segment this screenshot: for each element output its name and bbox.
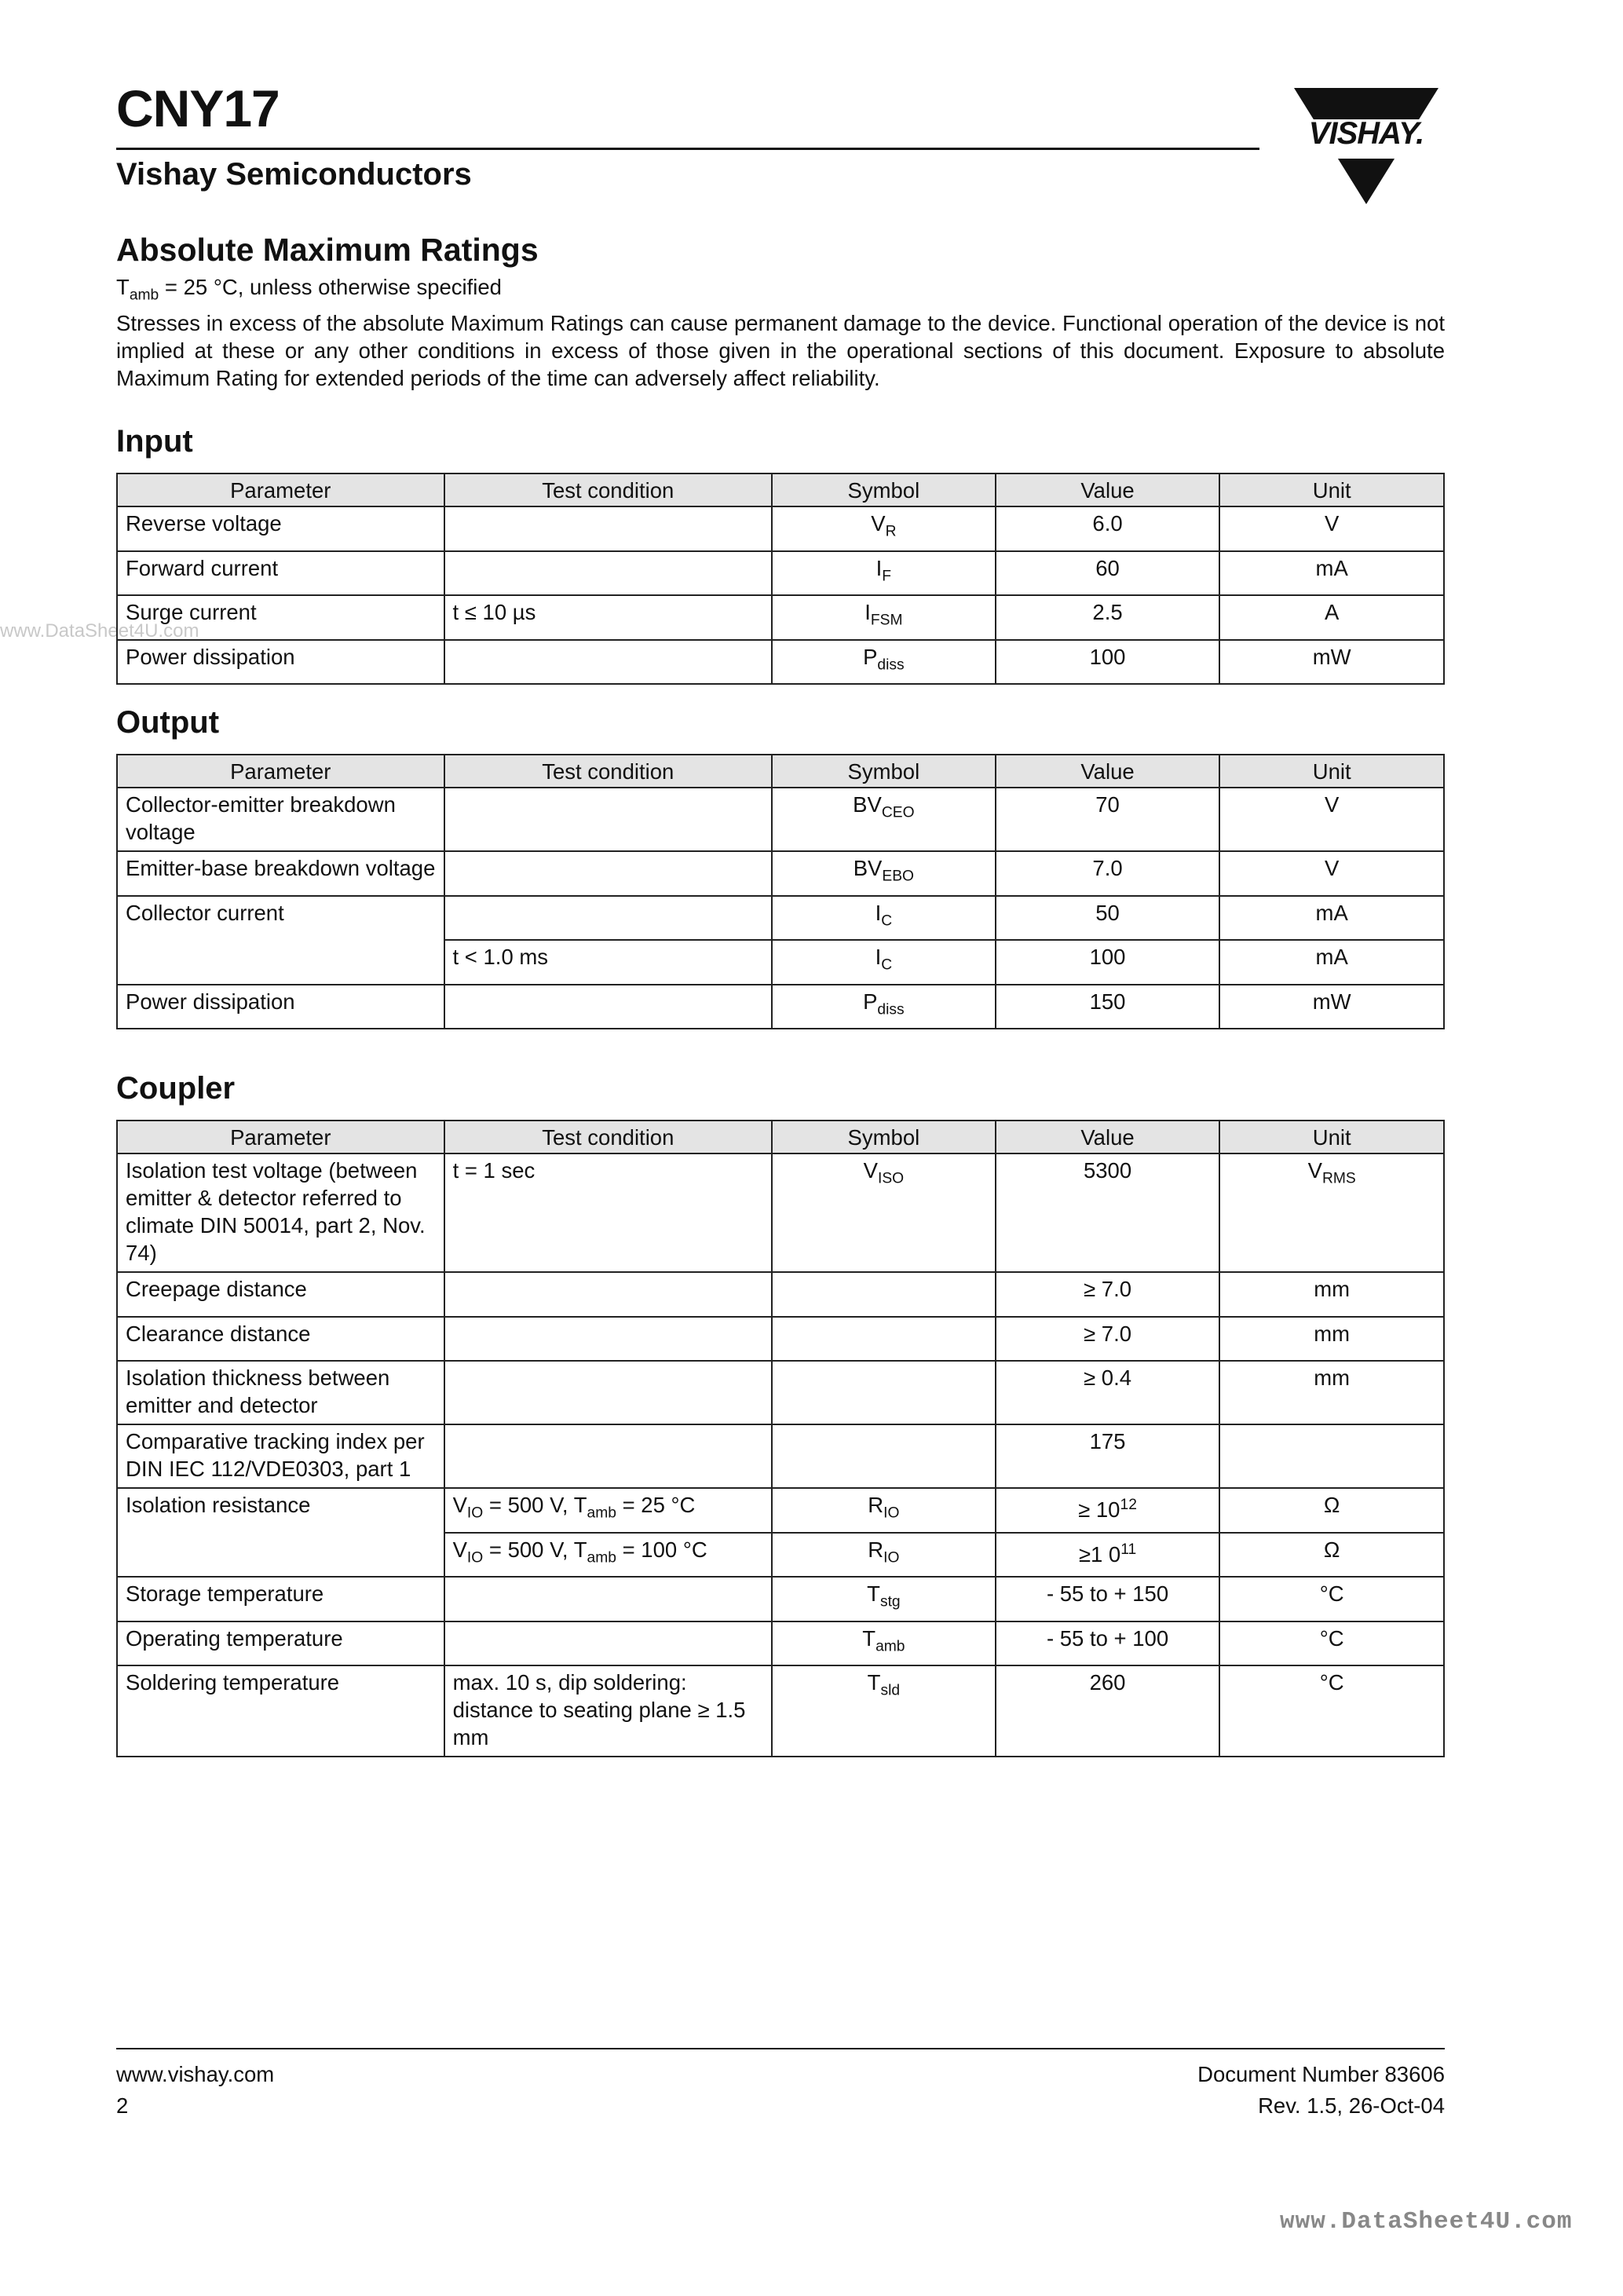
section-description: Stresses in excess of the absolute Maximum Ratings can cause permanent damage to the device. Functional operation of the device is not implied at these or any other conditions in excess of those given in the operational sections of this document. Exposure to absolute Maximum Rating for extended periods of the time can adversely affect reliability. xyxy=(116,310,1445,390)
unit-cell: mA xyxy=(1219,896,1444,941)
symbol-cell xyxy=(772,1317,996,1362)
symbol-cell: $V_R$ xyxy=(772,506,996,551)
table-row xyxy=(117,1621,1444,1666)
symbol-cell: $P_{diss}$ xyxy=(772,985,996,1029)
value-cell: - 55 to + 150 xyxy=(996,1577,1220,1621)
part-number-title: CNY17 xyxy=(116,79,280,137)
value-cell: 150 xyxy=(996,985,1220,1029)
unit-cell: mA xyxy=(1219,940,1444,985)
unit-cell: A xyxy=(1219,595,1444,640)
symbol-cell: $T_{amb}$ xyxy=(772,1621,996,1666)
parameter-cell: Isolation test voltage (between emitter & detector referred to climate DIN 50014, part 2, Nov. 74) xyxy=(117,1153,444,1272)
parameter-cell: Collector current xyxy=(117,896,444,985)
table-row xyxy=(117,896,1444,941)
company-subtitle: Vishay Semiconductors xyxy=(116,157,472,192)
value-cell: 70 xyxy=(996,788,1220,851)
header-parameter: Parameter xyxy=(117,1121,444,1153)
symbol-cell: $T_{sld}$ xyxy=(772,1665,996,1757)
value-cell: ≥ 7.0 xyxy=(996,1317,1220,1362)
condition-cell xyxy=(444,1621,772,1666)
header-value: Value xyxy=(996,1121,1220,1153)
condition-cell xyxy=(444,896,772,941)
unit-cell: mW xyxy=(1219,985,1444,1029)
table-row xyxy=(117,506,1444,551)
parameter-cell: Comparative tracking index per DIN IEC 112/VDE0303, part 1 xyxy=(117,1424,444,1488)
table-row xyxy=(117,551,1444,596)
condition-cell: t < 1.0 ms xyxy=(444,940,772,985)
condition-cell: t ≤ 10 µs xyxy=(444,595,772,640)
condition-cell: t = 1 sec xyxy=(444,1153,772,1272)
parameter-cell: Reverse voltage xyxy=(117,506,444,551)
unit-cell: mW xyxy=(1219,640,1444,685)
condition-cell xyxy=(444,1361,772,1424)
parameter-cell: Emitter-base breakdown voltage xyxy=(117,851,444,896)
table-row xyxy=(117,985,1444,1029)
unit-cell: mm xyxy=(1219,1317,1444,1362)
unit-cell: Ω xyxy=(1219,1488,1444,1533)
parameter-cell: Surge current xyxy=(117,595,444,640)
value-cell: ≥ 7.0 xyxy=(996,1272,1220,1317)
value-cell: ≥ 0.4 xyxy=(996,1361,1220,1424)
condition-cell: max. 10 s, dip soldering: distance to seating plane ≥ 1.5 mm xyxy=(444,1665,772,1757)
symbol-cell: $I_C$ xyxy=(772,896,996,941)
symbol-cell: $BV_{CEO}$ xyxy=(772,788,996,851)
parameter-cell: Isolation resistance xyxy=(117,1488,444,1577)
condition-cell xyxy=(444,640,772,685)
condition-cell xyxy=(444,788,772,851)
symbol-cell: $R_{IO}$ xyxy=(772,1488,996,1533)
table-row xyxy=(117,640,1444,685)
condition-cell: $V_{IO} = 500$ V, $T_{amb} = 100$ °C xyxy=(444,1533,772,1578)
footer-revision: Rev. 1.5, 26-Oct-04 xyxy=(1258,2093,1445,2118)
condition-cell xyxy=(444,1424,772,1488)
output-heading: Output xyxy=(116,705,220,740)
unit-cell: °C xyxy=(1219,1665,1444,1757)
symbol-cell xyxy=(772,1424,996,1488)
footer-website-link[interactable]: www.vishay.com xyxy=(116,2062,275,2086)
table-row xyxy=(117,1361,1444,1424)
table-row xyxy=(117,1317,1444,1362)
section-intro xyxy=(116,273,1445,392)
section-title: Absolute Maximum Ratings xyxy=(116,232,539,268)
header-symbol: Symbol xyxy=(772,755,996,788)
footer-right xyxy=(1021,2059,1445,2122)
symbol-cell: $V_{ISO}$ xyxy=(772,1153,996,1272)
table-header-row xyxy=(117,1121,1444,1153)
parameter-cell: Isolation thickness between emitter and detector xyxy=(117,1361,444,1424)
symbol-cell: $I_{FSM}$ xyxy=(772,595,996,640)
unit-cell: Ω xyxy=(1219,1533,1444,1578)
unit-cell xyxy=(1219,1424,1444,1488)
header-value: Value xyxy=(996,473,1220,506)
symbol-cell: $I_F$ xyxy=(772,551,996,596)
unit-cell: °C xyxy=(1219,1621,1444,1666)
unit-cell: $V_{RMS}$ xyxy=(1219,1153,1444,1272)
footer-document-number: Document Number 83606 xyxy=(1197,2062,1445,2086)
header-unit: Unit xyxy=(1219,473,1444,506)
coupler-heading: Coupler xyxy=(116,1071,236,1106)
table-row xyxy=(117,1153,1444,1272)
parameter-cell: Creepage distance xyxy=(117,1272,444,1317)
condition-cell xyxy=(444,851,772,896)
condition-cell: $V_{IO} = 500$ V, $T_{amb} = 25$ °C xyxy=(444,1488,772,1533)
unit-cell: mm xyxy=(1219,1272,1444,1317)
parameter-cell: Power dissipation xyxy=(117,640,444,685)
value-cell: 5300 xyxy=(996,1153,1220,1272)
parameter-cell: Forward current xyxy=(117,551,444,596)
header-symbol: Symbol xyxy=(772,1121,996,1153)
table-row xyxy=(117,1577,1444,1621)
condition-cell xyxy=(444,1272,772,1317)
condition-cell xyxy=(444,551,772,596)
header-symbol: Symbol xyxy=(772,473,996,506)
input-heading: Input xyxy=(116,424,193,459)
vishay-logo-text: VISHAY. xyxy=(1308,116,1424,151)
condition-cell xyxy=(444,1577,772,1621)
condition-cell xyxy=(444,1317,772,1362)
value-cell: 6.0 xyxy=(996,506,1220,551)
unit-cell: V xyxy=(1219,788,1444,851)
value-cell: ≥1 $0^{11}$ xyxy=(996,1533,1220,1578)
table-row xyxy=(117,1488,1444,1533)
table-row xyxy=(117,1272,1444,1317)
value-cell: - 55 to + 100 xyxy=(996,1621,1220,1666)
table-header-row xyxy=(117,473,1444,506)
parameter-cell: Collector-emitter breakdown voltage xyxy=(117,788,444,851)
parameter-cell: Soldering temperature xyxy=(117,1665,444,1757)
value-cell: 100 xyxy=(996,640,1220,685)
header-parameter: Parameter xyxy=(117,473,444,506)
table-row xyxy=(117,788,1444,851)
vishay-logo xyxy=(1288,85,1445,210)
header-unit: Unit xyxy=(1219,1121,1444,1153)
table-header-row xyxy=(117,755,1444,788)
value-cell: 175 xyxy=(996,1424,1220,1488)
unit-cell: mm xyxy=(1219,1361,1444,1424)
value-cell: 60 xyxy=(996,551,1220,596)
table-row xyxy=(117,595,1444,640)
footer-divider xyxy=(116,2048,1445,2049)
parameter-cell: Power dissipation xyxy=(117,985,444,1029)
condition-cell xyxy=(444,985,772,1029)
value-cell: 50 xyxy=(996,896,1220,941)
value-cell: 260 xyxy=(996,1665,1220,1757)
footer-page-number: 2 xyxy=(116,2093,129,2118)
header-test-condition: Test condition xyxy=(444,755,772,788)
value-cell: 100 xyxy=(996,940,1220,985)
header-test-condition: Test condition xyxy=(444,473,772,506)
symbol-cell: $I_C$ xyxy=(772,940,996,985)
value-cell: 2.5 xyxy=(996,595,1220,640)
watermark-left: www.DataSheet4U.com xyxy=(0,620,199,642)
header-divider xyxy=(116,148,1259,150)
table-row xyxy=(117,851,1444,896)
symbol-cell: $R_{IO}$ xyxy=(772,1533,996,1578)
table-row xyxy=(117,1424,1444,1488)
ambient-condition: $T_{amb} = 25$ °C, unless otherwise specified xyxy=(116,275,502,304)
value-cell: ≥ $10^{12}$ xyxy=(996,1488,1220,1533)
parameter-cell: Storage temperature xyxy=(117,1577,444,1621)
footer-left xyxy=(116,2059,274,2122)
input-table xyxy=(116,473,1445,685)
output-table xyxy=(116,754,1445,1029)
parameter-cell: Clearance distance xyxy=(117,1317,444,1362)
symbol-cell: $BV_{EBO}$ xyxy=(772,851,996,896)
unit-cell: V xyxy=(1219,506,1444,551)
condition-cell xyxy=(444,506,772,551)
header-value: Value xyxy=(996,755,1220,788)
watermark-bottom-right: www.DataSheet4U.com xyxy=(1280,2208,1573,2236)
header-unit: Unit xyxy=(1219,755,1444,788)
header-parameter: Parameter xyxy=(117,755,444,788)
parameter-cell: Operating temperature xyxy=(117,1621,444,1666)
table-row xyxy=(117,1665,1444,1757)
symbol-cell: $T_{stg}$ xyxy=(772,1577,996,1621)
symbol-cell: $P_{diss}$ xyxy=(772,640,996,685)
value-cell: 7.0 xyxy=(996,851,1220,896)
unit-cell: V xyxy=(1219,851,1444,896)
unit-cell: mA xyxy=(1219,551,1444,596)
symbol-cell xyxy=(772,1361,996,1424)
symbol-cell xyxy=(772,1272,996,1317)
coupler-table xyxy=(116,1120,1445,1757)
header-test-condition: Test condition xyxy=(444,1121,772,1153)
unit-cell: °C xyxy=(1219,1577,1444,1621)
